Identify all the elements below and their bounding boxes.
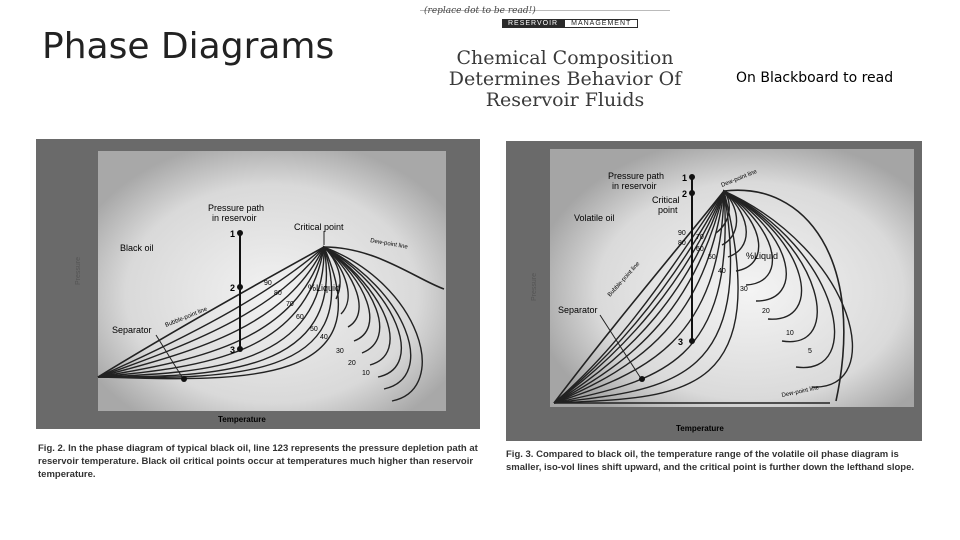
point-2-label: 2	[682, 189, 688, 199]
point-1	[689, 174, 695, 180]
point-3-label: 3	[230, 345, 236, 355]
point-3	[237, 346, 243, 352]
separator-label: Separator	[558, 305, 598, 315]
point-1-label: 1	[230, 229, 236, 239]
isovol-10-label: 10	[786, 330, 794, 337]
y-axis-label: Pressure	[531, 272, 538, 301]
banner-reservoir: RESERVOIR	[502, 19, 564, 28]
isovol-50-label: 50	[310, 326, 318, 333]
point-1-label: 1	[682, 173, 688, 183]
point-1	[237, 230, 243, 236]
black-oil-diagram-svg	[36, 139, 480, 429]
isovol-40-label: 40	[320, 334, 328, 341]
isovol-20-label: 20	[762, 308, 770, 315]
plot-area	[550, 149, 914, 407]
isovol-20-label: 20	[348, 360, 356, 367]
isovol-5-label: 5	[808, 348, 812, 355]
critical-label-1: Critical	[652, 195, 680, 205]
isovol-10-label: 10	[362, 370, 370, 377]
article-heading	[440, 48, 690, 111]
heading-line-3: Reservoir Fluids	[485, 89, 645, 111]
y-axis-label: Pressure	[75, 256, 82, 285]
isovol-70-label: 70	[286, 301, 294, 308]
blackboard-note: On Blackboard to read	[736, 70, 894, 86]
heading-line-1: Chemical Composition	[456, 47, 674, 69]
isovol-90-label: 90	[264, 280, 272, 287]
percent-liquid-label: %Liquid	[308, 283, 341, 293]
isovol-60-label: 60	[296, 314, 304, 321]
pressure-path-label-1: Pressure path	[608, 171, 665, 181]
percent-liquid-label: %Liquid	[746, 251, 779, 261]
isovol-60-label: 60	[696, 246, 704, 253]
fluid-label: Volatile oil	[574, 213, 615, 223]
bubble-point-label: Bubble-point line	[607, 261, 642, 299]
isovol-80-label: 80	[274, 290, 282, 297]
x-axis-label: Temperature	[676, 424, 724, 433]
bubble-point-label: Bubble-point line	[164, 306, 209, 329]
isovol-50-label: 50	[708, 254, 716, 261]
isovol-80-label: 80	[678, 240, 686, 247]
dew-point-label: Dew-point line	[720, 169, 759, 189]
isovol-90-label: 90	[678, 230, 686, 237]
figure-2-caption: Fig. 2. In the phase diagram of typical black oil, line 123 represents the pressure depletion path at reservoir temperature. Black oil critical points occur at temperatures much higher than reservoir temperature.	[38, 443, 478, 480]
fluid-label: Black oil	[120, 243, 154, 253]
isovol-70-label: 70	[696, 234, 704, 241]
separator-label: Separator	[112, 325, 152, 335]
heading-line-2: Determines Behavior Of	[448, 68, 682, 90]
slide-title: Phase Diagrams	[42, 26, 335, 67]
isovol-30-label: 30	[740, 286, 748, 293]
pressure-path-label-1: Pressure path	[208, 203, 265, 213]
isovol-40-label: 40	[718, 268, 726, 275]
volatile-oil-diagram-svg	[506, 141, 922, 441]
dew-point-label: Dew-point line	[369, 238, 409, 251]
volatile-oil-phase-diagram	[506, 141, 922, 441]
point-2-label: 2	[230, 283, 236, 293]
critical-point-label: Critical point	[294, 222, 344, 232]
dew-point-label-bottom: Dew-point line	[781, 385, 820, 399]
point-3	[689, 338, 695, 344]
journal-banner	[502, 19, 632, 28]
point-2	[237, 284, 243, 290]
black-oil-phase-diagram	[36, 139, 480, 429]
pressure-path-label-2: in reservoir	[612, 181, 657, 191]
x-axis-label: Temperature	[218, 415, 266, 424]
point-3-label: 3	[678, 337, 684, 347]
point-2	[689, 190, 695, 196]
pressure-path-label-2: in reservoir	[212, 213, 257, 223]
critical-label-2: point	[658, 205, 678, 215]
handwritten-note: (replace dot to be read!)	[424, 6, 536, 16]
banner-management: MANAGEMENT	[564, 19, 638, 28]
isovol-30-label: 30	[336, 348, 344, 355]
figure-3-caption: Fig. 3. Compared to black oil, the temperature range of the volatile oil phase diagram is smaller, iso-vol lines shift upward, and the critical point is further down the lefthand slope.	[506, 449, 915, 473]
